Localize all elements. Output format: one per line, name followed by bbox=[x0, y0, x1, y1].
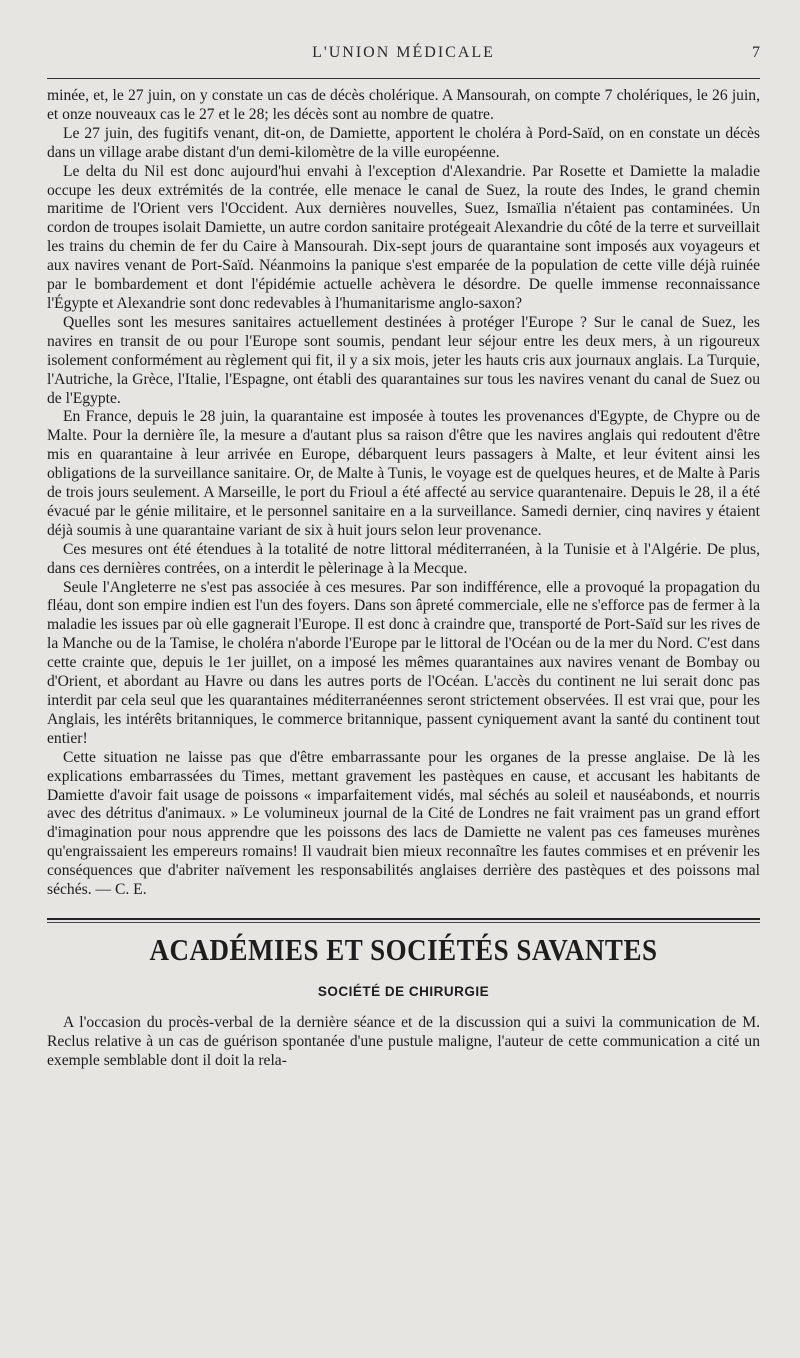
journal-title: L'UNION MÉDICALE bbox=[312, 44, 495, 61]
paragraph: A l'occasion du procès-verbal de la dernière séance et de la discussion qui a suivi la communication de M. Reclus relative à un cas de guérison spontanée d'une pustule maligne, l'auteur de cette communication a cité un exemple semblable dont il doit la rela- bbox=[47, 1013, 760, 1070]
page-number: 7 bbox=[752, 44, 760, 61]
section-rule-thin bbox=[47, 922, 760, 923]
section-body bbox=[47, 1013, 760, 1071]
paragraph: Ces mesures ont été étendues à la totalité de notre littoral méditerranéen, à la Tunisie et à l'Algérie. De plus, dans ces dernières contrées, on a interdit le pèlerinage à la Mecque. bbox=[47, 540, 760, 577]
paragraph: En France, depuis le 28 juin, la quarantaine est imposée à toutes les provenances d'Egypte, de Chypre ou de Malte. Pour la dernière île, la mesure a d'autant plus sa raison d'être que les navires anglais qui redoutent d'être mis en quarantaine à leur arrivée en Europe, débarquent leurs passagers à Malte, et leur évitent ainsi les obligations de la surveillance sanitaire. Or, de Malte à Tunis, le voyage est de quelques heures, et de Malte à Paris de trois jours seulement. A Marseille, le port du Frioul a été affecté au service quarantenaire. Depuis le 28, il a été évacué par le génie militaire, et le personnel sanitaire en a la surveillance. Samedi dernier, cinq navires y étaient déjà soumis à une quarantaine variant de six à huit jours selon leur provenance. bbox=[47, 408, 760, 539]
paragraph: Le 27 juin, des fugitifs venant, dit-on, de Damiette, apportent le choléra à Pord-Saïd, on en constate un décès dans un village arabe distant d'un demi-kilomètre de la ville européenne. bbox=[47, 124, 760, 161]
paragraph: Quelles sont les mesures sanitaires actuellement destinées à protéger l'Europe ? Sur le canal de Suez, les navires en transit de ou pour l'Europe sont soumis, pendant leur séjour entre les deux mers, à un rigoureux isolement conformément au règlement qui fit, il y a six mois, jeter les hauts cris aux journaux anglais. La Turquie, l'Autriche, la Grèce, l'Italie, l'Espagne, ont établi des quarantaines sur tous les navires venant du canal de Suez ou de l'Egypte. bbox=[47, 313, 760, 407]
paragraph: Seule l'Angleterre ne s'est pas associée à ces mesures. Par son indifférence, elle a provoqué la propagation du fléau, dont son empire indien est l'un des foyers. Dans son âpreté commerciale, elle ne s'efforce pas de fermer à la maladie les issues par où elle gagnerait l'Europe. Il est donc à craindre que, transporté de Port-Saïd sur les rives de la Manche ou de la Tamise, le choléra n'aborde l'Europe par le littoral de l'Océan ou de la mer du Nord. C'est dans cette crainte que, depuis le 1er juillet, on a imposé les mêmes quarantaines aux navires venant de Bombay ou d'Orient, et abordant au Havre ou dans les autres ports de l'Océan. L'accès du continent ne lui serait donc pas interdit par cela seul que les quarantaines méditerranéennes seront strictement observées. Il est vrai que, pour les Anglais, les intérêts britanniques, le commerce britannique, passent cyniquement avant la santé du continent tout entier! bbox=[47, 578, 760, 747]
running-header bbox=[47, 44, 760, 70]
article-body bbox=[47, 87, 760, 900]
subsection-title: SOCIÉTÉ DE CHIRURGIE bbox=[317, 983, 490, 999]
header-rule bbox=[47, 78, 760, 79]
section-title: ACADÉMIES ET SOCIÉTÉS SAVANTES bbox=[149, 933, 658, 967]
paragraph: minée, et, le 27 juin, on y constate un cas de décès cholérique. A Mansourah, on compte 7 cholériques, le 26 juin, et onze nouveaux cas le 27 et le 28; les décès sont au nombre de quatre. bbox=[47, 87, 760, 123]
paragraph: Le delta du Nil est donc aujourd'hui envahi à l'exception d'Alexandrie. Par Rosette et Damiette la maladie occupe les deux extrémités de la contrée, elle menace le canal de Suez, la route des Indes, le grand chemin maritime de l'Orient vers l'Occident. Aux dernières nouvelles, Suez, Ismaïlia n'étaient pas contaminées. Un cordon de troupes isolait Damiette, un autre cordon sanitaire protégeait Alexandrie du côté de la terre et surveillait les trains du chemin de fer du Caire à Mansourah. Dix-sept jours de quarantaine sont imposés aux voyageurs et aux navires venant de Port-Saïd. Néanmoins la panique s'est emparée de la population de cette ville déjà ruinée par le bombardement et dont l'épidémie actuelle achèvera le désordre. De quelle immense reconnaissance l'Égypte et Alexandrie sont donc redevables à l'humanitarisme anglo-saxon? bbox=[47, 162, 760, 312]
paragraph: Cette situation ne laisse pas que d'être embarrassante pour les organes de la presse anglaise. De là les explications embarrassées du Times, mettant gravement les pastèques en cause, et accusant les habitants de Damiette d'avoir fait usage de poissons « imparfaitement vidés, mal séchés au soleil et nauséabonds, et nourris avec des détritus d'animaux. » Le volumineux journal de la Cité de Londres ne fait vraiment pas un grand effort d'imagination pour nous apprendre que les poissons des lacs de Damiette ne valent pas ces fameuses murènes qu'engraissaient les empereurs romains! Il vaudrait bien mieux reconnaître les fautes commises et en prévenir les conséquences que d'abriter naïvement les responsabilités anglaises derrière des pastèques et des poissons mal séchés. — C. E. bbox=[47, 748, 760, 899]
section-rule bbox=[47, 918, 760, 920]
